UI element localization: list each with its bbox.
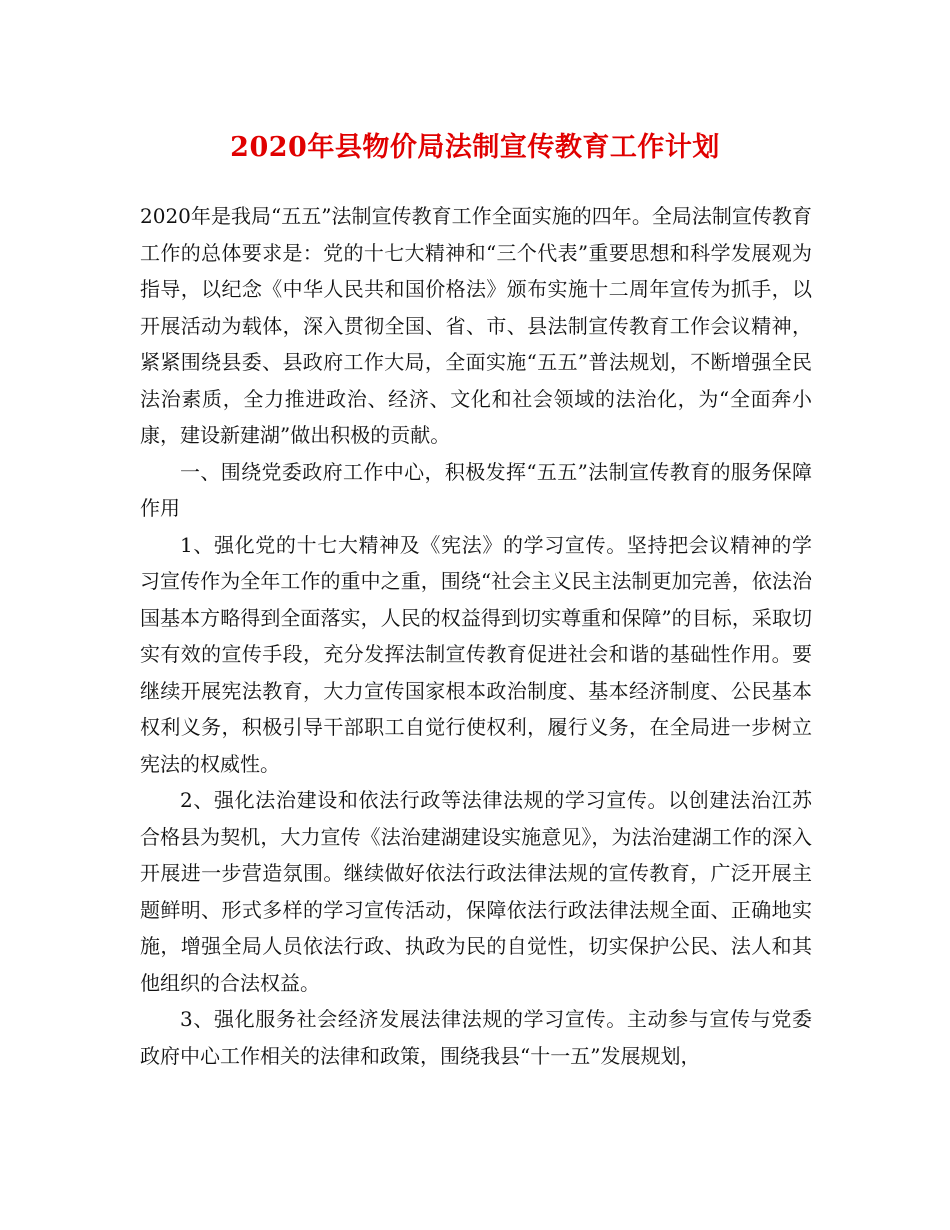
paragraph-item-3: 3、强化服务社会经济发展法律法规的学习宣传。主动参与宣传与党委政府中心工作相关的法律和政策，围绕我县“十一五”发展规划， (140, 1007, 812, 1068)
paragraph-section-heading: 一、围绕党委政府工作中心，积极发挥“五五”法制宣传教育的服务保障作用 (140, 459, 812, 520)
paragraph-intro: 2020年是我局“五五”法制宣传教育工作全面实施的四年。全局法制宣传教育工作的总体要求是：党的十七大精神和“三个代表”重要思想和科学发展观为指导，以纪念《中华人民共和国价格法》颁布实施十二周年宣传为抓手，以开展活动为载体，深入贯彻全国、省、市、县法制宣传教育工作会议精神，紧紧围绕县委、县政府工作大局，全面实施“五五”普法规划，不断增强全民法治素质，全力推进政治、经济、文化和社会领域的法治化，为“全面奔小康，建设新建湖”做出积极的贡献。 (140, 204, 812, 447)
paragraph-item-2: 2、强化法治建设和依法行政等法律法规的学习宣传。以创建法治江苏合格县为契机，大力宣传《法治建湖建设实施意见》，为法治建湖工作的深入开展进一步营造氛围。继续做好依法行政法律法规的宣传教育，广泛开展主题鲜明、形式多样的学习宣传活动，保障依法行政法律法规全面、正确地实施，增强全局人员依法行政、执政为民的自觉性，切实保护公民、法人和其他组织的合法权益。 (140, 788, 812, 995)
paragraph-item-1: 1、强化党的十七大精神及《宪法》的学习宣传。坚持把会议精神的学习宣传作为全年工作的重中之重，围绕“社会主义民主法制更加完善，依法治国基本方略得到全面落实，人民的权益得到切实尊重和保障”的目标，采取切实有效的宣传手段，充分发挥法制宣传教育促进社会和谐的基础性作用。要继续开展宪法教育，大力宣传国家根本政治制度、基本经济制度、公民基本权利义务，积极引导干部职工自觉行使权利，履行义务，在全局进一步树立宪法的权威性。 (140, 532, 812, 776)
document-title: 2020年县物价局法制宣传教育工作计划 (230, 132, 720, 163)
document-body (140, 198, 812, 1074)
